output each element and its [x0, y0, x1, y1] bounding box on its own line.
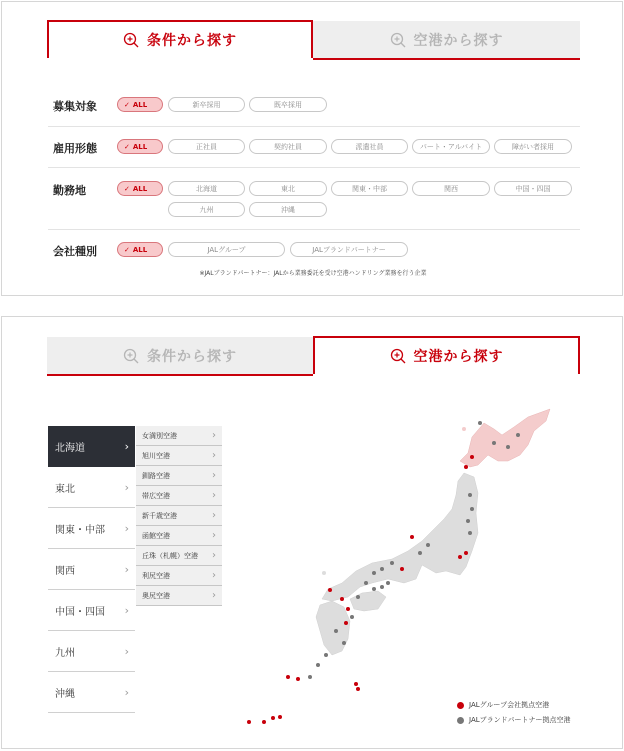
- airport-label: 旭川空港: [142, 451, 170, 460]
- airport-dot: [386, 581, 390, 585]
- chip-all[interactable]: [117, 242, 163, 257]
- tab-condition[interactable]: [47, 337, 313, 375]
- airport-obihiro[interactable]: [136, 486, 222, 506]
- red-dot-icon: [457, 702, 464, 709]
- chip-all[interactable]: [117, 181, 163, 196]
- map-region-shikoku: [350, 591, 386, 611]
- airport-dot: [356, 595, 360, 599]
- airport-dot: [271, 716, 275, 720]
- airport-dot: [278, 715, 282, 719]
- chip-label: ALL: [132, 184, 148, 193]
- chip-label: 関東・中部: [352, 184, 387, 193]
- chip-disability[interactable]: [494, 139, 572, 154]
- airport-dot: [426, 543, 430, 547]
- search-plus-icon: [123, 348, 139, 364]
- region-kansai[interactable]: [48, 549, 135, 590]
- chip-label: 中国・四国: [515, 184, 551, 193]
- chip-contract[interactable]: [249, 139, 327, 154]
- chip-kyushu[interactable]: [168, 202, 245, 217]
- chevron-right-icon: ›: [212, 530, 216, 541]
- chip-label: 九州: [199, 205, 214, 214]
- airport-dot: [340, 597, 344, 601]
- airport-dot: [410, 535, 414, 539]
- airport-label: 丘珠（札幌）空港: [142, 551, 198, 560]
- airport-dot: [334, 629, 338, 633]
- airport-dot: [364, 581, 368, 585]
- airport-dot: [372, 587, 376, 591]
- chevron-right-icon: ›: [124, 645, 129, 658]
- airport-dot: [344, 621, 348, 625]
- chevron-right-icon: ›: [212, 470, 216, 481]
- chip-label: 障がい者採用: [512, 142, 554, 151]
- search-plus-icon: [390, 348, 406, 364]
- region-okinawa[interactable]: [48, 672, 135, 713]
- airport-okushiri[interactable]: [136, 586, 222, 606]
- airport-dot: [468, 531, 472, 535]
- airport-label: 女満別空港: [142, 431, 177, 440]
- chip-label: JALグループ: [207, 245, 246, 254]
- search-plus-icon: [123, 32, 139, 48]
- chip-hokkaido[interactable]: [168, 181, 245, 196]
- row-label: 勤務地: [53, 184, 86, 197]
- airport-dot: [296, 677, 300, 681]
- airport-hakodate[interactable]: [136, 526, 222, 546]
- airport-dot: [400, 567, 404, 571]
- airport-dot: [418, 551, 422, 555]
- chip-chugoku-shikoku[interactable]: [494, 181, 572, 196]
- airport-memanbetsu[interactable]: [136, 426, 222, 446]
- chip-label: 関西: [444, 184, 458, 193]
- chip-part-time[interactable]: [412, 139, 490, 154]
- region-label: 沖縄: [55, 688, 75, 700]
- tab-condition-label: 条件から探す: [147, 349, 237, 365]
- chevron-right-icon: ›: [124, 686, 129, 699]
- airport-rishiri[interactable]: [136, 566, 222, 586]
- condition-search-panel: [1, 1, 623, 296]
- filter-row-location: [48, 168, 580, 230]
- tab-condition-label: 条件から探す: [147, 33, 237, 49]
- chevron-right-icon: ›: [124, 481, 129, 494]
- tab-underline: [313, 58, 580, 60]
- tab-airport[interactable]: [313, 336, 580, 374]
- chevron-right-icon: ›: [212, 570, 216, 581]
- airport-dot: [247, 720, 251, 724]
- region-hokkaido[interactable]: [48, 426, 135, 467]
- map-region-honshu: [322, 473, 478, 601]
- gray-dot-icon: [457, 717, 464, 724]
- map-island: [322, 571, 326, 575]
- row-label: 会社種別: [53, 245, 97, 258]
- chip-dispatch[interactable]: [331, 139, 408, 154]
- chevron-right-icon: ›: [212, 490, 216, 501]
- chevron-right-icon: ›: [124, 604, 129, 617]
- chip-label: 派遣社員: [355, 142, 384, 151]
- airport-label: 奥尻空港: [142, 591, 170, 600]
- tab-airport-label: 空港から探す: [413, 349, 504, 365]
- airport-kushiro[interactable]: [136, 466, 222, 486]
- airport-dot: [346, 607, 350, 611]
- legend-partner: [457, 715, 571, 725]
- chip-label: JALブランドパートナー: [312, 245, 386, 254]
- airport-dot: [492, 441, 496, 445]
- tab-condition[interactable]: [47, 20, 313, 58]
- chip-new-graduate[interactable]: [168, 97, 245, 112]
- region-label: 九州: [55, 647, 75, 659]
- airport-new-chitose[interactable]: [136, 506, 222, 526]
- chip-label: ALL: [132, 100, 148, 109]
- chip-all[interactable]: [117, 139, 163, 154]
- region-label: 関西: [55, 565, 75, 577]
- region-chugoku-shikoku[interactable]: [48, 590, 135, 631]
- airport-dot: [372, 571, 376, 575]
- region-label: 北海道: [55, 442, 85, 454]
- airport-okadama[interactable]: [136, 546, 222, 566]
- chip-label: 正社員: [196, 142, 217, 151]
- airport-dot: [286, 675, 290, 679]
- airport-dot: [342, 641, 346, 645]
- tab-airport-label: 空港から探す: [413, 33, 504, 49]
- airport-dot: [380, 567, 384, 571]
- region-kyushu[interactable]: [48, 631, 135, 672]
- chip-label: 沖縄: [281, 205, 295, 214]
- airport-label: 釧路空港: [142, 471, 170, 480]
- airport-dot: [350, 615, 354, 619]
- chevron-right-icon: ›: [212, 450, 216, 461]
- airport-dot: [324, 653, 328, 657]
- airport-dot: [468, 493, 472, 497]
- legend-label: JALグループ会社拠点空港: [469, 701, 550, 709]
- chip-jal-brand-partner[interactable]: [290, 242, 408, 257]
- airport-label: 函館空港: [142, 531, 170, 540]
- airport-dot: [356, 687, 360, 691]
- search-plus-icon: [390, 32, 406, 48]
- chip-tohoku[interactable]: [249, 181, 327, 196]
- chevron-right-icon: ›: [212, 510, 216, 521]
- legend-group: [457, 700, 549, 710]
- airport-search-panel: [1, 316, 623, 749]
- chevron-right-icon: ›: [212, 550, 216, 561]
- chip-okinawa[interactable]: [249, 202, 327, 217]
- airport-dot: [390, 561, 394, 565]
- airport-dot: [308, 675, 312, 679]
- chip-label: 新卒採用: [192, 100, 221, 109]
- region-kanto-chubu[interactable]: [48, 508, 135, 549]
- airport-dot: [458, 555, 462, 559]
- chip-label: 契約社員: [274, 142, 302, 151]
- chip-kansai[interactable]: [412, 181, 490, 196]
- chip-label: パート・アルバイト: [419, 142, 483, 151]
- chevron-right-icon: ›: [212, 590, 216, 601]
- airport-dot: [466, 519, 470, 523]
- check-icon: ✓: [124, 184, 130, 193]
- legend-label: JALブランドパートナー拠点空港: [469, 716, 571, 724]
- airport-dot: [464, 465, 468, 469]
- map-island: [462, 427, 466, 431]
- chip-all[interactable]: [117, 97, 163, 112]
- chevron-right-icon: ›: [124, 563, 129, 576]
- check-icon: ✓: [124, 100, 130, 109]
- airport-dot: [506, 445, 510, 449]
- check-icon: ✓: [124, 245, 130, 254]
- airport-label: 帯広空港: [142, 491, 170, 500]
- region-label: 関東・中部: [55, 524, 105, 536]
- airport-dot: [380, 585, 384, 589]
- group-airport-dots: [247, 455, 474, 724]
- airport-dot: [470, 455, 474, 459]
- chip-kanto-chubu[interactable]: [331, 181, 408, 196]
- chip-label: 東北: [281, 184, 295, 193]
- footnote: ※JALブランドパートナー：JALから業務委託を受け空港ハンドリング業務を行う企業: [199, 270, 427, 277]
- airport-dot: [354, 682, 358, 686]
- chip-experienced[interactable]: [249, 97, 327, 112]
- chip-label: ALL: [132, 245, 148, 254]
- check-icon: ✓: [124, 142, 130, 151]
- airport-dot: [262, 720, 266, 724]
- filter-row-company: [48, 230, 580, 264]
- airport-asahikawa[interactable]: [136, 446, 222, 466]
- region-tohoku[interactable]: [48, 467, 135, 508]
- airport-label: 利尻空港: [142, 571, 170, 580]
- row-label: 雇用形態: [53, 142, 97, 155]
- chip-label: 北海道: [196, 184, 217, 193]
- airport-dot: [478, 421, 482, 425]
- chip-full-time[interactable]: [168, 139, 245, 154]
- airport-dot: [470, 507, 474, 511]
- region-label: 東北: [55, 483, 75, 495]
- row-label: 募集対象: [53, 100, 97, 113]
- region-label: 中国・四国: [55, 606, 105, 618]
- japan-map[interactable]: [232, 387, 572, 727]
- airport-label: 新千歳空港: [142, 511, 177, 520]
- tab-airport[interactable]: [313, 21, 580, 59]
- chip-label: ALL: [132, 142, 148, 151]
- chevron-right-icon: ›: [124, 522, 129, 535]
- filter-row-recruitment: [48, 86, 580, 127]
- airport-dot: [516, 433, 520, 437]
- airport-dot: [316, 663, 320, 667]
- airport-dot: [464, 551, 468, 555]
- airport-dot: [328, 588, 332, 592]
- chip-jal-group[interactable]: [168, 242, 285, 257]
- chip-label: 既卒採用: [274, 100, 302, 109]
- chevron-right-icon: ›: [124, 440, 129, 453]
- chevron-right-icon: ›: [212, 430, 216, 441]
- filter-row-employment: [48, 127, 580, 168]
- map-region-kyushu: [316, 601, 350, 655]
- tab-underline: [47, 374, 313, 376]
